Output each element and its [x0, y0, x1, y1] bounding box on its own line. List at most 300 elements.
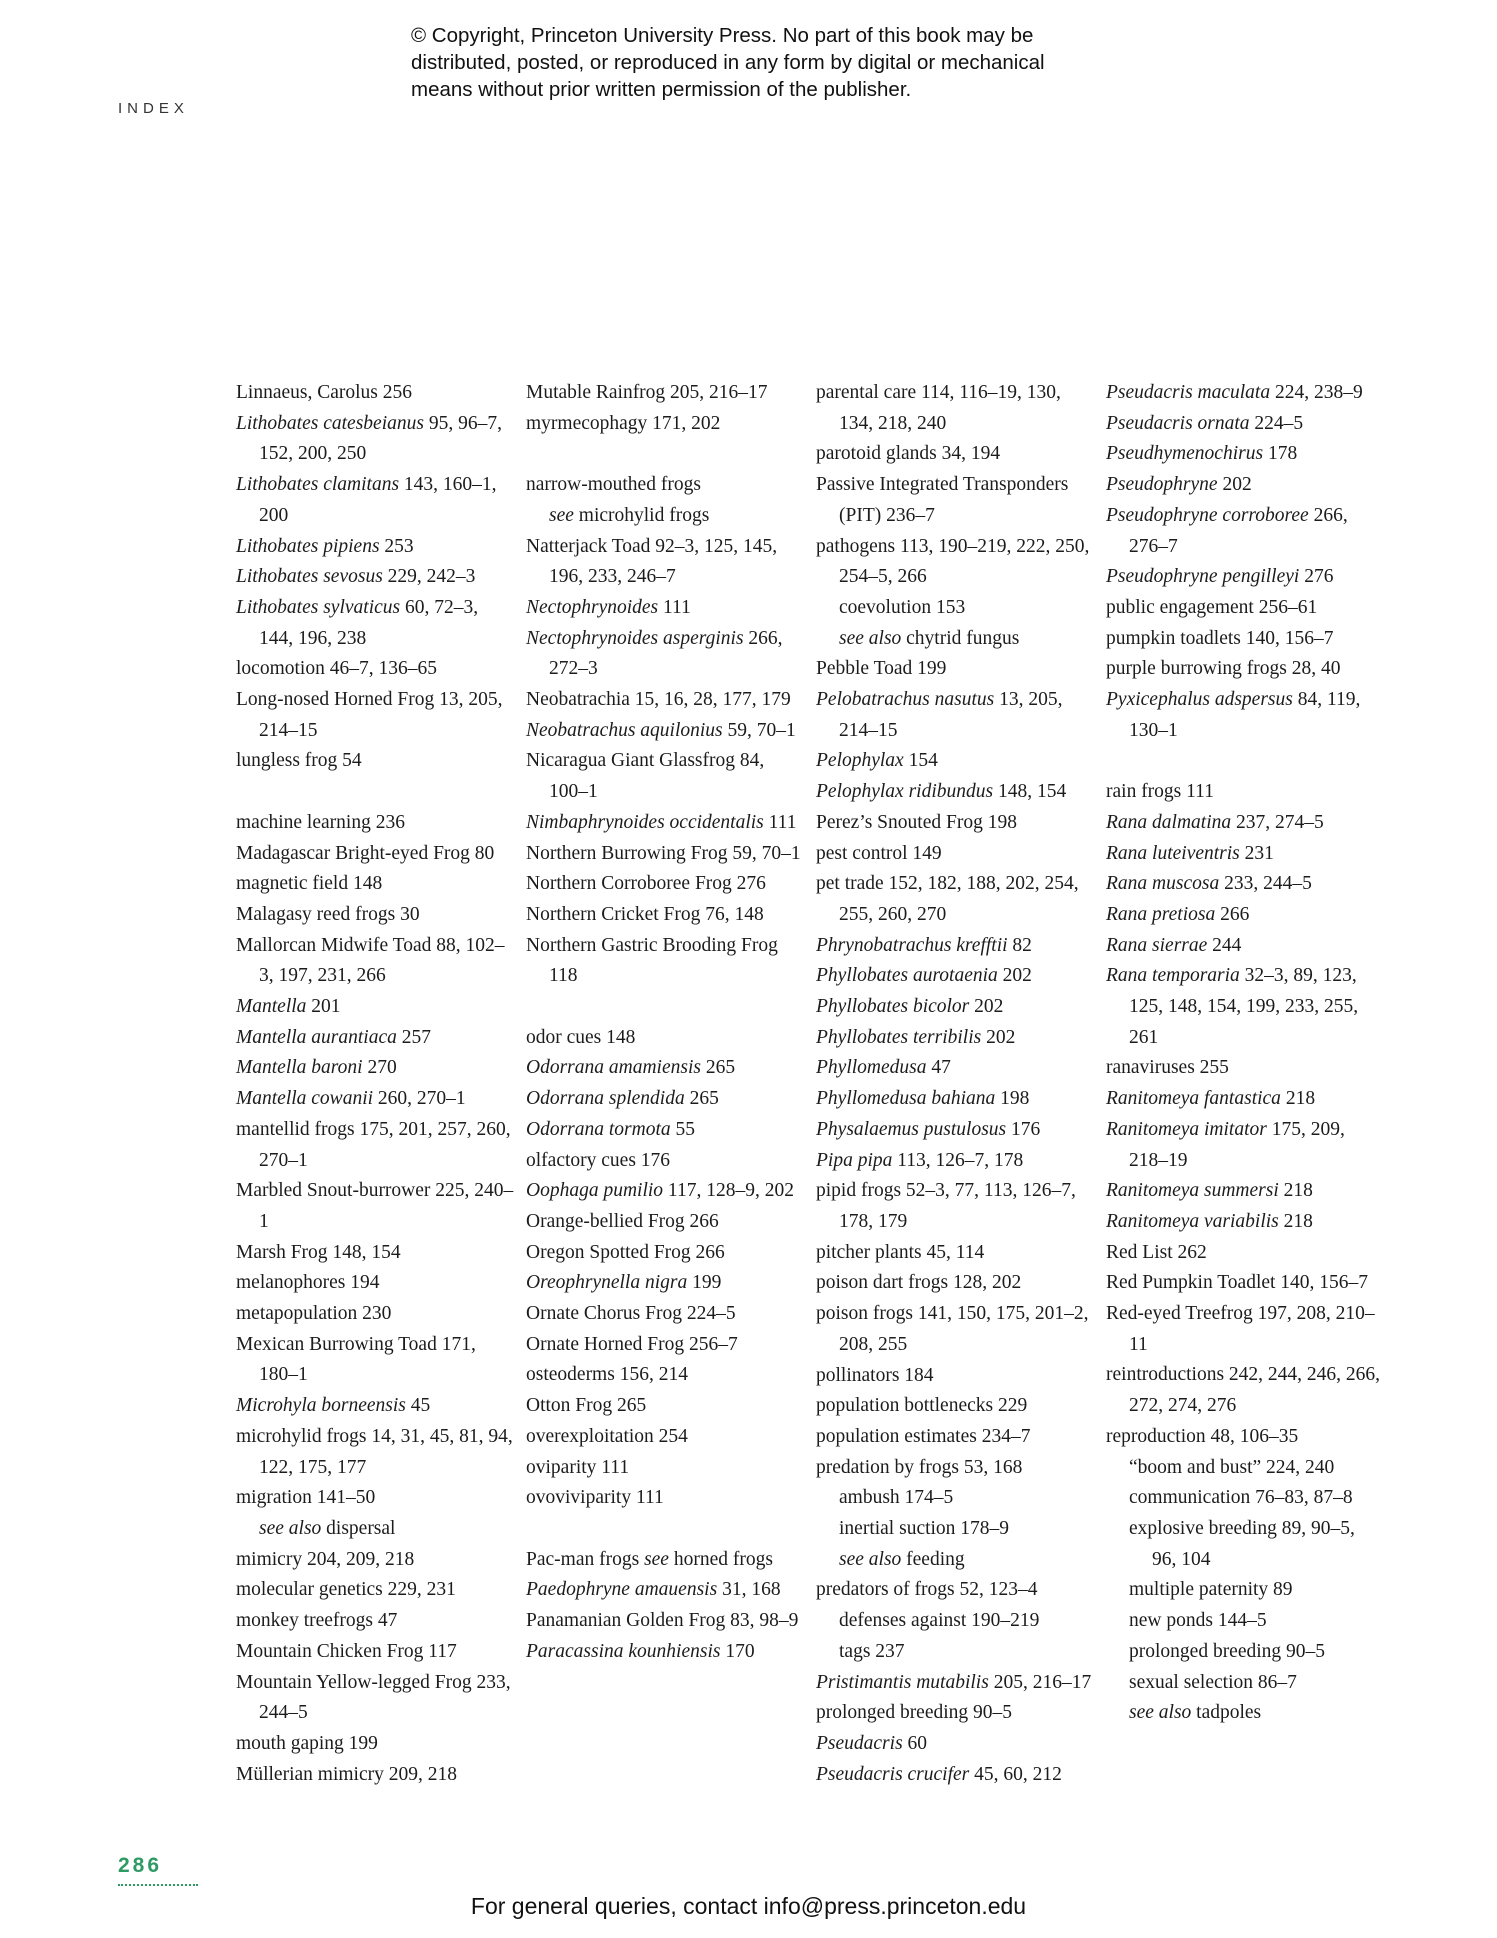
- entry-text: 143, 160–1, 200: [259, 474, 497, 526]
- entry-text: osteoderms 156, 214: [526, 1364, 688, 1386]
- index-entry: [816, 746, 1094, 777]
- index-entry: [816, 532, 1094, 593]
- index-entry: [236, 1023, 514, 1054]
- entry-text: multiple paternity 89: [1129, 1579, 1293, 1601]
- index-entry: [526, 1023, 804, 1054]
- entry-text: 199: [687, 1272, 722, 1294]
- entry-text: tags 237: [839, 1640, 905, 1662]
- entry-italic-text: Phrynobatrachus krefftii: [816, 934, 1008, 956]
- index-entry: [1106, 439, 1384, 470]
- entry-text: 260, 270–1: [373, 1088, 466, 1110]
- index-entry: [816, 1698, 1094, 1729]
- entry-text: poison dart frogs 128, 202: [816, 1272, 1022, 1294]
- entry-text: melanophores 194: [236, 1272, 380, 1294]
- index-entry: [816, 961, 1094, 992]
- entry-text: Mallorcan Midwife Toad 88, 102–3, 197, 231, 266: [236, 934, 505, 987]
- entry-text: locomotion 46–7, 136–65: [236, 658, 437, 680]
- index-entry: [526, 624, 804, 685]
- entry-italic-text: Pseudacris maculata: [1106, 382, 1271, 403]
- entry-text: 31, 168: [717, 1579, 781, 1601]
- entry-text: 45: [405, 1395, 431, 1417]
- index-entry: [1106, 1115, 1384, 1176]
- letter-gap: [526, 992, 804, 1023]
- index-subentry: [816, 1545, 1094, 1576]
- entry-text: Neobatrachia 15, 16, 28, 177, 179: [526, 689, 791, 711]
- index-entry: [816, 1453, 1094, 1484]
- entry-text: magnetic field 148: [236, 873, 383, 895]
- entry-text: communication 76–83, 87–8: [1129, 1487, 1353, 1509]
- entry-text: public engagement 256–61: [1106, 596, 1318, 618]
- entry-text: parental care 114, 116–19, 130, 134, 218, 240: [816, 382, 1061, 434]
- footer-contact: For general queries, contact info@press.princeton.edu: [470, 1893, 1027, 1919]
- entry-italic-text: Ranitomeya fantastica: [1106, 1088, 1281, 1110]
- entry-italic-text: Nimbaphrynoides occidentalis: [526, 811, 764, 833]
- entry-italic-text: Lithobates sylvaticus: [236, 596, 401, 618]
- index-subentry: [1106, 1668, 1384, 1699]
- entry-text: 95, 96–7, 152, 200, 250: [259, 412, 502, 465]
- entry-text: molecular genetics 229, 231: [236, 1579, 456, 1601]
- entry-text: predation by frogs 53, 168: [816, 1456, 1023, 1478]
- index-subentry: [816, 1514, 1094, 1545]
- entry-text: Malagasy reed frogs 30: [236, 903, 420, 925]
- index-entry: [526, 1207, 804, 1238]
- index-entry: [816, 1422, 1094, 1453]
- index-entry: [1106, 1422, 1384, 1453]
- entry-text: 201: [306, 996, 341, 1018]
- entry-italic-text: see: [549, 504, 574, 526]
- entry-text: 84, 119, 130–1: [1129, 689, 1361, 741]
- entry-italic-text: Pelobatrachus nasutus: [816, 689, 995, 711]
- index-entry: [816, 992, 1094, 1023]
- entry-text: microhylid frogs 14, 31, 45, 81, 94, 122, 175, 177: [236, 1425, 513, 1478]
- entry-text: population bottlenecks 229: [816, 1395, 1028, 1417]
- index-entry: [816, 839, 1094, 870]
- entry-text: lungless frog 54: [236, 750, 362, 772]
- index-entry: [526, 1453, 804, 1484]
- index-entry: [1106, 654, 1384, 685]
- entry-italic-text: Phyllomedusa: [816, 1057, 927, 1079]
- index-column-4: [1106, 378, 1384, 1729]
- entry-text: 59, 70–1: [722, 719, 796, 741]
- entry-italic-text: Rana luteiventris: [1106, 842, 1240, 864]
- index-entry: [1106, 1268, 1384, 1299]
- index-entry: [816, 439, 1094, 470]
- entry-text: migration 141–50: [236, 1487, 376, 1509]
- index-entry: [816, 654, 1094, 685]
- index-entry: [236, 931, 514, 992]
- entry-text: Pac-man frogs: [526, 1548, 645, 1570]
- entry-text: machine learning 236: [236, 811, 405, 833]
- index-entry: [816, 1361, 1094, 1392]
- entry-text: 32–3, 89, 123, 125, 148, 154, 199, 233, 255, 261: [1129, 965, 1359, 1048]
- index-entry: [236, 1053, 514, 1084]
- entry-text: prolonged breeding 90–5: [816, 1702, 1013, 1724]
- index-entry: [526, 808, 804, 839]
- entry-text: tadpoles: [1191, 1702, 1262, 1724]
- entry-italic-text: Pseudacris ornata: [1106, 412, 1250, 434]
- entry-text: feeding: [901, 1548, 965, 1570]
- index-entry: [816, 1575, 1094, 1606]
- index-entry: [816, 1668, 1094, 1699]
- index-subentry: [1106, 1575, 1384, 1606]
- entry-text: 229, 242–3: [382, 566, 476, 588]
- index-entry: [526, 593, 804, 624]
- copyright-line-2: distributed, posted, or reproduced in any form by digital or mechanical: [411, 51, 1045, 74]
- index-entry: [526, 1299, 804, 1330]
- index-entry: [816, 378, 1094, 439]
- index-entry: [1106, 624, 1384, 655]
- letter-gap: [1106, 746, 1384, 777]
- entry-text: Mountain Chicken Frog 117: [236, 1640, 457, 1662]
- entry-text: Nicaragua Giant Glassfrog 84, 100–1: [526, 750, 765, 803]
- index-entry: [236, 1729, 514, 1760]
- entry-text: ovoviviparity 111: [526, 1487, 664, 1509]
- entry-text: monkey treefrogs 47: [236, 1610, 398, 1632]
- entry-text: Red List 262: [1106, 1241, 1207, 1263]
- entry-text: mantellid frogs 175, 201, 257, 260, 270–1: [236, 1118, 511, 1171]
- index-entry: [236, 1268, 514, 1299]
- entry-italic-text: Pseudophryne: [1106, 474, 1218, 496]
- entry-italic-text: Paedophryne amauensis: [526, 1579, 718, 1601]
- entry-italic-text: Pyxicephalus adspersus: [1106, 689, 1293, 711]
- entry-text: Marbled Snout-burrower 225, 240–1: [236, 1180, 514, 1232]
- index-entry: [236, 378, 514, 409]
- index-entry: [236, 746, 514, 777]
- entry-text: horned frogs: [668, 1548, 773, 1570]
- entry-text: 55: [670, 1118, 696, 1140]
- entry-italic-text: Microhyla borneensis: [236, 1395, 406, 1417]
- index-entry: [816, 685, 1094, 746]
- entry-text: pollinators 184: [816, 1364, 934, 1386]
- entry-text: pest control 149: [816, 842, 942, 864]
- entry-italic-text: see also: [1129, 1702, 1192, 1724]
- entry-italic-text: Pristimantis mutabilis: [816, 1671, 989, 1693]
- index-column-2: [526, 378, 804, 1667]
- index-entry: [1106, 869, 1384, 900]
- entry-text: 218: [1280, 1088, 1316, 1110]
- index-entry: [236, 1176, 514, 1237]
- entry-text: Natterjack Toad 92–3, 125, 145, 196, 233, 246–7: [526, 535, 778, 588]
- index-subentry: [1106, 1606, 1384, 1637]
- index-entry: [236, 869, 514, 900]
- entry-text: 13, 205, 214–15: [839, 689, 1063, 741]
- index-entry: [816, 1115, 1094, 1146]
- entry-italic-text: Lithobates clamitans: [236, 474, 400, 496]
- index-entry: [236, 562, 514, 593]
- index-entry: [526, 1176, 804, 1207]
- index-entry: [236, 1637, 514, 1668]
- index-entry: [236, 1575, 514, 1606]
- index-entry: [816, 1299, 1094, 1360]
- entry-text: odor cues 148: [526, 1026, 636, 1048]
- index-entry: [236, 654, 514, 685]
- entry-text: 244: [1207, 934, 1242, 956]
- index-entry: [236, 1299, 514, 1330]
- index-subentry: [1106, 1637, 1384, 1668]
- entry-italic-text: Paracassina kounhiensis: [526, 1640, 721, 1662]
- entry-text: Mutable Rainfrog 205, 216–17: [526, 382, 768, 403]
- index-entry: [816, 1268, 1094, 1299]
- entry-text: Otton Frog 265: [526, 1395, 647, 1417]
- entry-text: 237, 274–5: [1231, 811, 1324, 833]
- index-entry: [526, 900, 804, 931]
- entry-text: Northern Gastric Brooding Frog 118: [526, 934, 778, 987]
- index-entry: [816, 931, 1094, 962]
- index-entry: [1106, 409, 1384, 440]
- entry-text: Northern Cricket Frog 76, 148: [526, 903, 764, 925]
- index-entry: [236, 1115, 514, 1176]
- index-entry: [816, 869, 1094, 930]
- index-entry: [526, 869, 804, 900]
- entry-text: pumpkin toadlets 140, 156–7: [1106, 627, 1334, 649]
- index-entry: [236, 1760, 514, 1791]
- index-entry: [816, 1023, 1094, 1054]
- entry-italic-text: Nectophrynoides: [526, 596, 659, 618]
- entry-text: reintroductions 242, 244, 246, 266, 272, 274, 276: [1106, 1364, 1381, 1417]
- index-entry: [1106, 1176, 1384, 1207]
- entry-text: 266: [1215, 903, 1250, 925]
- entry-text: 257: [396, 1026, 431, 1048]
- index-entry: [816, 1084, 1094, 1115]
- entry-italic-text: Ranitomeya imitator: [1106, 1118, 1267, 1140]
- index-entry: [1106, 839, 1384, 870]
- entry-text: 60: [902, 1732, 928, 1754]
- entry-italic-text: Neobatrachus aquilonius: [526, 719, 723, 741]
- entry-text: “boom and bust” 224, 240: [1129, 1456, 1335, 1478]
- index-entry: [236, 532, 514, 563]
- entry-text: pet trade 152, 182, 188, 202, 254, 255, 260, 270: [816, 873, 1079, 925]
- entry-text: Madagascar Bright-eyed Frog 80: [236, 842, 495, 864]
- entry-text: Perez’s Snouted Frog 198: [816, 811, 1017, 833]
- index-column-1: [236, 378, 514, 1790]
- index-entry: [816, 470, 1094, 531]
- entry-text: 148, 154: [993, 781, 1067, 803]
- index-subentry: [1106, 1514, 1384, 1575]
- index-subentry: [1106, 1698, 1384, 1729]
- index-entry: [1106, 593, 1384, 624]
- index-entry: [1106, 562, 1384, 593]
- index-entry: [816, 1238, 1094, 1269]
- entry-italic-text: Oreophrynella nigra: [526, 1272, 688, 1294]
- entry-italic-text: Oophaga pumilio: [526, 1180, 664, 1202]
- entry-text: 60, 72–3, 144, 196, 238: [259, 596, 479, 649]
- index-entry: [816, 1176, 1094, 1237]
- index-entry: [1106, 931, 1384, 962]
- entry-italic-text: Pseudophryne corroboree: [1106, 504, 1309, 526]
- entry-text: 266, 276–7: [1129, 504, 1348, 557]
- entry-text: narrow-mouthed frogs: [526, 474, 701, 496]
- entry-text: ranaviruses 255: [1106, 1057, 1229, 1079]
- entry-italic-text: Pelophylax ridibundus: [816, 781, 994, 803]
- entry-text: Ornate Horned Frog 256–7: [526, 1333, 738, 1355]
- index-entry: [526, 1053, 804, 1084]
- entry-italic-text: Ranitomeya variabilis: [1106, 1210, 1279, 1232]
- entry-italic-text: Phyllobates aurotaenia: [816, 965, 998, 987]
- entry-italic-text: Mantella: [236, 996, 307, 1018]
- index-entry: [526, 931, 804, 992]
- index-entry: [816, 1053, 1094, 1084]
- entry-text: defenses against 190–219: [839, 1610, 1040, 1632]
- entry-text: 224, 238–9: [1270, 382, 1363, 403]
- index-entry: [816, 808, 1094, 839]
- index-subentry: [1106, 1453, 1384, 1484]
- running-head: INDEX: [118, 100, 189, 117]
- entry-text: 202: [1217, 474, 1252, 496]
- index-entry: [526, 1483, 804, 1514]
- index-entry: [1106, 900, 1384, 931]
- index-entry: [526, 839, 804, 870]
- entry-italic-text: Pseudacris crucifer: [816, 1763, 970, 1785]
- index-entry: [1106, 1238, 1384, 1269]
- entry-text: Orange-bellied Frog 266: [526, 1210, 719, 1232]
- index-entry: [526, 1422, 804, 1453]
- entry-text: 202: [997, 965, 1032, 987]
- index-entry: [526, 1330, 804, 1361]
- entry-text: predators of frogs 52, 123–4: [816, 1579, 1038, 1601]
- entry-text: 176: [1006, 1118, 1041, 1140]
- entry-text: Mountain Yellow-legged Frog 233, 244–5: [236, 1671, 511, 1724]
- entry-text: 233, 244–5: [1219, 873, 1312, 895]
- entry-text: 111: [763, 811, 797, 833]
- entry-italic-text: Mantella aurantiaca: [236, 1026, 397, 1048]
- entry-italic-text: Odorrana amamiensis: [526, 1057, 701, 1079]
- page-number-rule: [118, 1884, 198, 1886]
- entry-text: prolonged breeding 90–5: [1129, 1640, 1326, 1662]
- entry-text: inertial suction 178–9: [839, 1518, 1010, 1540]
- index-entry: [1106, 1084, 1384, 1115]
- index-subentry: [816, 593, 1094, 624]
- entry-italic-text: see also: [839, 1548, 902, 1570]
- index-entry: [1106, 961, 1384, 1053]
- entry-text: 117, 128–9, 202: [663, 1180, 794, 1202]
- entry-text: pitcher plants 45, 114: [816, 1241, 985, 1263]
- entry-italic-text: Lithobates sevosus: [236, 566, 383, 588]
- entry-italic-text: Phyllobates bicolor: [816, 996, 970, 1018]
- entry-text: Müllerian mimicry 209, 218: [236, 1763, 457, 1785]
- entry-text: Oregon Spotted Frog 266: [526, 1241, 725, 1263]
- index-entry: [526, 409, 804, 440]
- entry-text: Northern Corroboree Frog 276: [526, 873, 766, 895]
- index-entry: [526, 1115, 804, 1146]
- entry-italic-text: Ranitomeya summersi: [1106, 1180, 1279, 1202]
- index-entry: [1106, 685, 1384, 746]
- entry-text: Red-eyed Treefrog 197, 208, 210–11: [1106, 1303, 1375, 1355]
- entry-text: reproduction 48, 106–35: [1106, 1425, 1299, 1447]
- entry-italic-text: Pseudhymenochirus: [1106, 443, 1264, 465]
- index-entry: [236, 1084, 514, 1115]
- entry-text: Linnaeus, Carolus 256: [236, 382, 413, 403]
- entry-text: Passive Integrated Transponders (PIT) 236–7: [816, 474, 1069, 526]
- entry-text: 47: [926, 1057, 951, 1079]
- index-subentry: [816, 1483, 1094, 1514]
- entry-text: metapopulation 230: [236, 1303, 392, 1325]
- entry-text: 82: [1007, 934, 1032, 956]
- index-subentry: [526, 501, 804, 532]
- entry-text: Marsh Frog 148, 154: [236, 1241, 401, 1263]
- entry-italic-text: Pipa pipa: [816, 1149, 893, 1171]
- index-entry: [816, 1146, 1094, 1177]
- index-subentry: [816, 624, 1094, 655]
- index-entry: [816, 1760, 1094, 1791]
- entry-italic-text: Pseudacris: [816, 1732, 903, 1754]
- letter-gap: [526, 1514, 804, 1545]
- entry-text: chytrid fungus: [901, 627, 1020, 649]
- index-entry: [526, 1575, 804, 1606]
- index-entry: [1106, 1053, 1384, 1084]
- index-entry: [526, 716, 804, 747]
- index-column-3: [816, 378, 1094, 1790]
- index-entry: [236, 1391, 514, 1422]
- copyright-notice: [411, 22, 1131, 103]
- entry-italic-text: Lithobates catesbeianus: [236, 412, 424, 434]
- entry-text: 265: [684, 1088, 719, 1110]
- index-subentry: [236, 1514, 514, 1545]
- index-subentry: [1106, 1483, 1384, 1514]
- entry-text: Red Pumpkin Toadlet 140, 156–7: [1106, 1272, 1369, 1294]
- entry-text: dispersal: [321, 1518, 396, 1539]
- entry-text: poison frogs 141, 150, 175, 201–2, 208, 255: [816, 1303, 1089, 1355]
- entry-italic-text: see also: [839, 627, 902, 649]
- index-entry: [1106, 1207, 1384, 1238]
- letter-gap: [526, 439, 804, 470]
- entry-text: 270: [362, 1057, 397, 1079]
- entry-italic-text: Nectophrynoides asperginis: [526, 627, 744, 649]
- index-entry: [236, 1668, 514, 1729]
- page-number: 286: [118, 1854, 163, 1877]
- entry-italic-text: see: [644, 1548, 669, 1570]
- index-entry: [526, 1146, 804, 1177]
- entry-text: population estimates 234–7: [816, 1425, 1031, 1447]
- index-entry: [236, 992, 514, 1023]
- entry-text: 224–5: [1249, 412, 1304, 434]
- index-entry: [526, 746, 804, 807]
- entry-text: sexual selection 86–7: [1129, 1671, 1297, 1693]
- index-entry: [1106, 470, 1384, 501]
- entry-italic-text: Lithobates pipiens: [236, 535, 380, 557]
- entry-italic-text: Rana muscosa: [1106, 873, 1220, 895]
- entry-text: Panamanian Golden Frog 83, 98–9: [526, 1610, 799, 1632]
- index-subentry: [816, 1637, 1094, 1668]
- entry-text: mouth gaping 199: [236, 1732, 378, 1754]
- index-entry: [526, 1084, 804, 1115]
- entry-italic-text: Odorrana tormota: [526, 1118, 671, 1140]
- entry-text: 265: [700, 1057, 736, 1079]
- index-entry: [1106, 777, 1384, 808]
- entry-italic-text: Odorrana splendida: [526, 1088, 685, 1110]
- index-entry: [526, 1360, 804, 1391]
- entry-italic-text: Phyllobates terribilis: [816, 1026, 982, 1048]
- entry-italic-text: Mantella cowanii: [236, 1088, 374, 1110]
- entry-text: Pebble Toad 199: [816, 658, 947, 680]
- index-entry: [236, 1422, 514, 1483]
- entry-italic-text: Rana temporaria: [1106, 965, 1240, 987]
- index-entry: [526, 1238, 804, 1269]
- entry-text: 178: [1263, 443, 1298, 465]
- index-entry: [1106, 808, 1384, 839]
- index-entry: [1106, 501, 1384, 562]
- entry-italic-text: Rana sierrae: [1106, 934, 1208, 956]
- entry-text: 218: [1278, 1210, 1313, 1232]
- entry-text: mimicry 204, 209, 218: [236, 1548, 415, 1570]
- entry-text: parotoid glands 34, 194: [816, 443, 1001, 465]
- entry-text: 266, 272–3: [549, 627, 783, 680]
- entry-text: Mexican Burrowing Toad 171, 180–1: [236, 1333, 476, 1386]
- entry-text: 111: [658, 596, 691, 618]
- entry-text: coevolution 153: [839, 596, 966, 618]
- entry-text: 198: [995, 1088, 1030, 1110]
- entry-text: new ponds 144–5: [1129, 1610, 1267, 1632]
- index-entry: [236, 1545, 514, 1576]
